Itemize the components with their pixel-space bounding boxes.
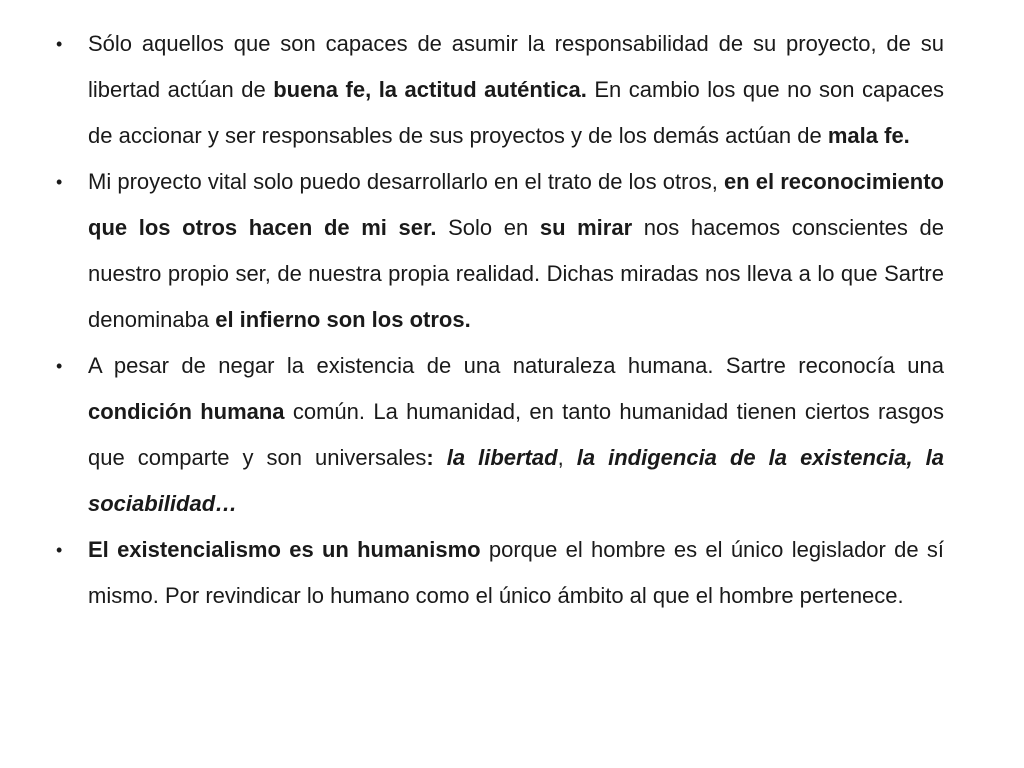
bullet-2-text-4: su mirar [539,215,633,240]
bullet-list [56,21,945,619]
bullet-dot-icon: • [56,540,63,560]
bullet-dot-icon: • [56,172,63,192]
bullet-1-text-4: mala fe. [827,123,910,148]
bullet-item-3 [56,343,944,527]
bullet-dot-icon: • [56,356,63,376]
bullet-3-text-4: : [426,445,447,470]
bullet-3-text-6: , [557,445,577,470]
bullet-2-text-2: en el reconocimiento que los otros hacen de mi ser. [88,169,944,240]
bullet-2-text-6: el infierno son los otros. [215,307,471,332]
bullet-2-text-5: nos hacemos conscientes de nuestro propio ser, de nuestra propia realidad. Dichas miradas nos lleva a lo que Sartre denominaba [88,215,945,332]
bullet-3-text-2: condición humana [88,399,285,424]
bullet-dot-icon: • [56,34,63,54]
bullet-3-text-5: la libertad [446,445,558,470]
bullet-4-text-2: porque el hombre es el único legislador de sí mismo. Por revindicar lo humano como el único ámbito al que el hombre pertenece. [88,537,945,608]
bullet-2-text-3: Solo en [436,215,540,240]
bullet-1-text-3: En cambio los que no son capaces de accionar y ser responsables de sus proyectos y de los demás actúan de [88,77,944,148]
bullet-3-text-1: A pesar de negar la existencia de una naturaleza humana. Sartre reconocía una [88,353,944,378]
bullet-2-text-1: Mi proyecto vital solo puedo desarrollarlo en el trato de los otros, [88,169,724,194]
bullet-3-text-3: común. La humanidad, en tanto humanidad tienen ciertos rasgos que comparte y son universales [88,399,944,470]
bullet-1-text-1: Sólo aquellos que son capaces de asumir la responsabilidad de su proyecto, de su libertad actúan de [88,31,944,102]
bullet-3-text-7: la indigencia de la existencia, la sociabilidad… [88,445,944,516]
bullet-item-1 [56,21,944,159]
bullet-4-text-1: El existencialismo es un humanismo [88,537,481,562]
bullet-1-text-2: buena fe, la actitud auténtica. [273,77,587,102]
bullet-item-2 [56,159,945,343]
bullet-item-4 [56,527,945,619]
